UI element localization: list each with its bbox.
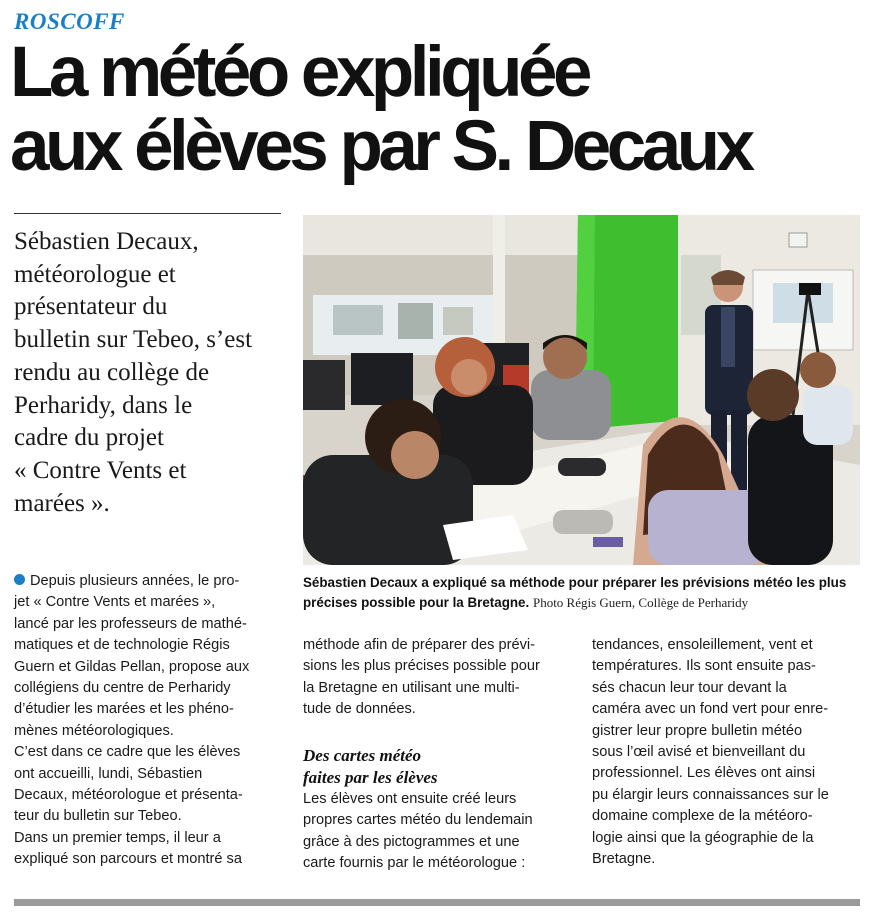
body-column-2-continued	[303, 789, 571, 875]
body-line: tude de données.	[303, 701, 416, 718]
caption-line	[303, 573, 863, 593]
body-line: d’étudier les marées et les phéno-	[14, 701, 234, 718]
body-line: teur du bulletin sur Tebeo.	[14, 808, 182, 825]
body-line: Les élèves ont ensuite créé leurs	[303, 791, 517, 807]
body-line: domaine complexe de la météoro-	[592, 808, 813, 825]
caption-text: Sébastien Decaux a expliqué sa méthode pour préparer les prévisions météo les plus	[303, 575, 847, 590]
body-column-2	[303, 635, 571, 721]
body-line: mènes météorologiques.	[14, 722, 174, 739]
body-line: professionnel. Les élèves ont ainsi	[592, 765, 816, 782]
body-line: sous l’œil avisé et bienveillant du	[592, 744, 806, 761]
headline	[10, 33, 870, 186]
bullet-dot-icon	[14, 574, 25, 585]
lead-line: Sébastien Decaux,	[14, 228, 199, 255]
top-rule	[14, 213, 281, 214]
headline-line: aux élèves par S. Decaux	[10, 107, 751, 186]
body-line: la Bretagne en utilisant une multi-	[303, 679, 520, 696]
body-line: propres cartes météo du lendemain	[303, 812, 533, 829]
lead-line: présentateur du	[14, 293, 168, 321]
body-column-3	[592, 635, 860, 870]
body-line: jet « Contre Vents et marées »,	[14, 594, 216, 611]
body-line-text: Depuis plusieurs années, le pro-	[30, 573, 240, 589]
section-kicker: ROSCOFF	[14, 9, 125, 34]
body-line: gistrer leur propre bulletin météo	[592, 722, 803, 739]
body-line: ont accueilli, lundi, Sébastien	[14, 765, 203, 782]
intertitle-line: Des cartes météo	[303, 746, 422, 765]
body-line: collégiens du centre de Perharidy	[14, 680, 231, 697]
body-line: pu élargir leurs connaissances sur le	[592, 786, 829, 803]
body-line: sés chacun leur tour devant la	[592, 679, 787, 696]
body-line: méthode afin de préparer des prévi-	[303, 637, 536, 653]
article-photo	[303, 215, 860, 565]
body-line	[14, 571, 282, 592]
intertitle	[303, 745, 571, 789]
body-line: températures. Ils sont ensuite pas-	[592, 658, 816, 675]
body-line: carte fournis par le météorologue :	[303, 855, 526, 872]
body-line: tendances, ensoleillement, vent et	[592, 637, 813, 653]
classroom-photo-illustration	[303, 215, 860, 565]
body-line: Bretagne.	[592, 851, 656, 868]
body-line: Guern et Gildas Pellan, propose aux	[14, 658, 250, 675]
body-line: logie ainsi que la géographie de la	[592, 829, 814, 846]
photo-caption	[303, 573, 863, 613]
intertitle-line: faites par les élèves	[303, 768, 438, 787]
body-line: lancé par les professeurs de mathé-	[14, 615, 247, 632]
body-line: caméra avec un fond vert pour enre-	[592, 701, 829, 718]
body-line: expliqué son parcours et montré sa	[14, 851, 242, 868]
lead-paragraph	[14, 226, 286, 520]
lead-line: Perharidy, dans le	[14, 391, 193, 419]
lead-line: bulletin sur Tebeo, s’est	[14, 326, 253, 354]
body-line: Decaux, météorologue et présenta-	[14, 787, 243, 804]
lead-line: cadre du projet	[14, 424, 164, 452]
body-line: grâce à des pictogrammes et une	[303, 833, 520, 850]
photo-credit: Photo Régis Guern, Collège de Perharidy	[532, 595, 749, 610]
caption-text: précises possible pour la Bretagne.	[303, 595, 530, 610]
lead-line: rendu au collège de	[14, 358, 210, 386]
headline-line: La météo expliquée	[10, 33, 588, 112]
lead-line: marées ».	[14, 489, 110, 517]
lead-line: météorologue et	[14, 260, 176, 288]
lead-line: « Contre Vents et	[14, 456, 187, 484]
body-line: Dans un premier temps, il leur a	[14, 829, 221, 846]
body-line: matiques et de technologie Régis	[14, 637, 230, 654]
body-line: C’est dans ce cadre que les élèves	[14, 744, 241, 761]
body-line: sions les plus précises possible pour	[303, 658, 540, 675]
bottom-rule	[14, 899, 860, 906]
body-column-1	[14, 571, 282, 871]
caption-line	[303, 593, 863, 613]
